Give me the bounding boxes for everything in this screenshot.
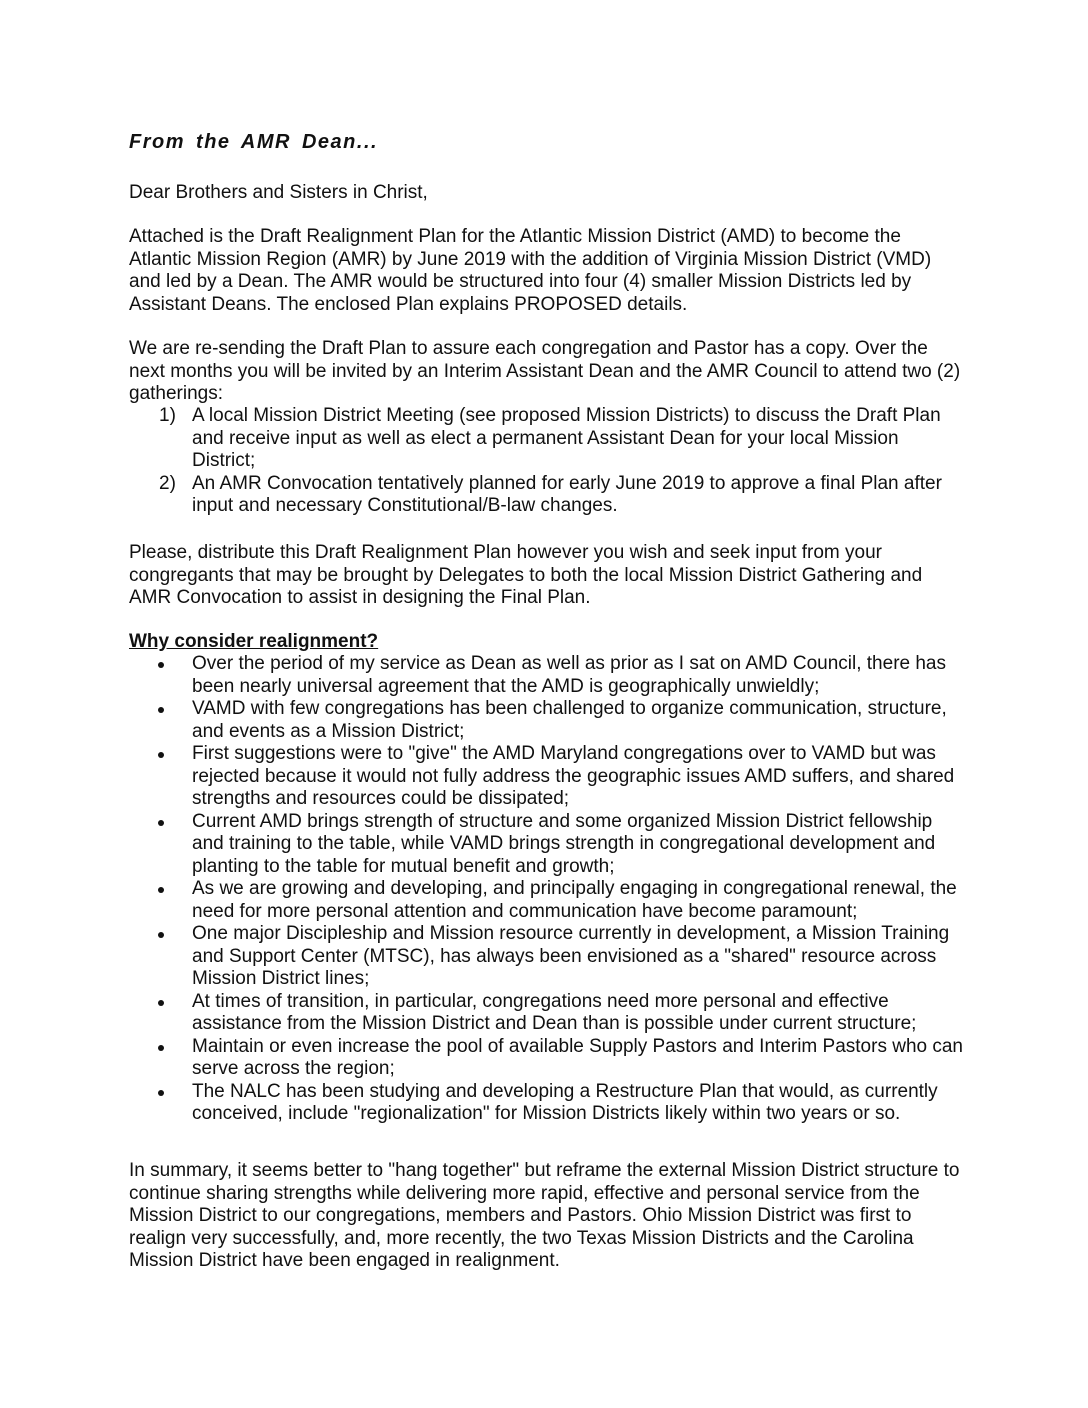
list-item-text: A local Mission District Meeting (see proposed Mission Districts) to discuss the Draft Plan and receive input as well as elect a permanent Assistant Dean for your local Mission District; (192, 405, 941, 471)
list-item (129, 653, 969, 698)
gatherings-paragraph: We are re-sending the Draft Plan to assure each congregation and Pastor has a copy. Over the next months you will be invited by an Interim Assistant Dean and the AMR Council to attend two (2) gatherings: (129, 338, 961, 404)
list-item (129, 473, 964, 518)
list-item-text: At times of transition, in particular, congregations need more personal and effective assistance from the Mission District and Dean than is possible under current structure; (192, 990, 917, 1034)
letter-heading: From the AMR Dean... (129, 131, 379, 153)
list-item-text: An AMR Convocation tentatively planned for early June 2019 to approve a final Plan after input and necessary Constitutional/B-law changes. (192, 472, 942, 516)
section-heading: Why consider realignment? (129, 631, 379, 652)
bullet-icon (158, 820, 164, 826)
bullet-icon (158, 1090, 164, 1096)
salutation: Dear Brothers and Sisters in Christ, (129, 182, 428, 203)
bullet-icon (158, 1045, 164, 1051)
list-item (129, 991, 969, 1036)
list-item-text: Current AMD brings strength of structure and some organized Mission District fellowship and training to the table, while VAMD brings strength in congregational development and planting to the table for mutual benefit and growth; (192, 810, 936, 877)
bullet-icon (158, 887, 164, 893)
intro-paragraph: Attached is the Draft Realignment Plan for the Atlantic Mission District (AMD) to become the Atlantic Mission Region (AMR) by June 2019 with the addition of Virginia Mission District (VMD) and led by a Dean. The AMR would be structured into four (4) smaller Mission Districts led by Assistant Deans. The enclosed Plan explains PROPOSED details. (129, 226, 932, 315)
list-item (129, 811, 969, 879)
gatherings-list (129, 405, 964, 518)
list-item (129, 1036, 969, 1081)
bullet-icon (158, 752, 164, 758)
list-item-text: One major Discipleship and Mission resource currently in development, a Mission Training and Support Center (MTSC), has always been envisioned as a "shared" resource across Mission District lines; (192, 923, 950, 989)
list-item (129, 405, 964, 473)
bullet-icon (158, 662, 164, 668)
list-item-text: First suggestions were to "give" the AMD Maryland congregations over to VAMD but was rejected because it would not fully address the geographic issues AMD suffers, and shared strengths and resources could be dissipated; (192, 743, 955, 809)
list-item (129, 923, 969, 991)
distribution-paragraph: Please, distribute this Draft Realignment Plan however you wish and seek input from your congregants that may be brought by Delegates to both the local Mission District Gathering and AMR Convocation to assist in designing the Final Plan. (129, 542, 923, 608)
list-item-text: Maintain or even increase the pool of available Supply Pastors and Interim Pastors who can serve across the region; (192, 1035, 963, 1079)
list-item-text: Over the period of my service as Dean as well as prior as I sat on AMD Council, there has been nearly universal agreement that the AMD is geographically unwieldly; (192, 653, 946, 697)
list-item-text: As we are growing and developing, and principally engaging in congregational renewal, the need for more personal attention and communication have become paramount; (192, 878, 957, 922)
list-item-text: The NALC has been studying and developing a Restructure Plan that would, as currently conceived, include "regionalization" for Mission Districts likely within two years or so. (192, 1080, 938, 1124)
list-number: 1) (159, 405, 176, 426)
summary-paragraph: In summary, it seems better to "hang together" but reframe the external Mission District structure to continue sharing strengths while delivering more rapid, effective and personal service from the Mission District to our congregations, members and Pastors. Ohio Mission District was first to realign very successfully, and, more recently, the two Texas Mission Districts and the Carolina Mission District have been engaged in realignment. (129, 1160, 960, 1271)
list-number: 2) (159, 472, 176, 494)
list-item (129, 878, 969, 923)
list-item (129, 743, 969, 811)
list-item (129, 1081, 969, 1126)
bullet-icon (158, 707, 164, 713)
reasons-list (129, 653, 969, 1126)
list-item (129, 698, 969, 743)
list-item-text: VAMD with few congregations has been challenged to organize communication, structure, and events as a Mission District; (192, 698, 947, 742)
bullet-icon (158, 932, 164, 938)
bullet-icon (158, 1000, 164, 1006)
